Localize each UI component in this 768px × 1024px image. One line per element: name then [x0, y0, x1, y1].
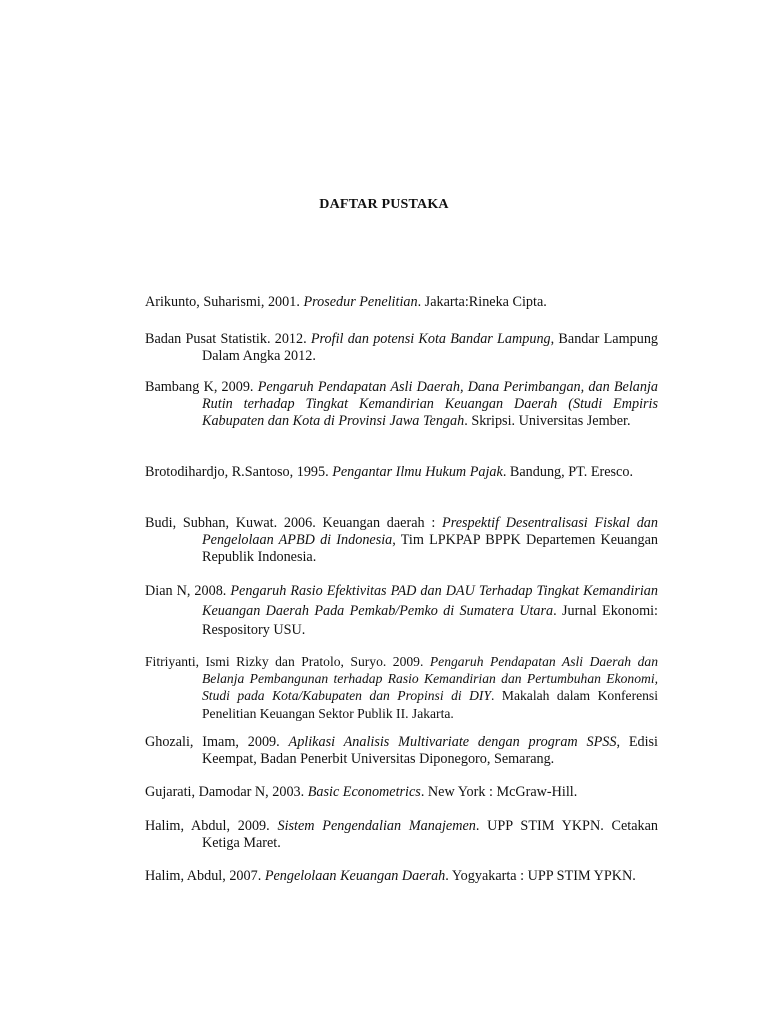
- reference-title-text: Pengelolaan Keuangan Daerah: [264, 868, 446, 884]
- reference-text: Badan Pusat Statistik. 2012.: [145, 331, 311, 347]
- reference-text: . Skripsi. Universitas Jember.: [464, 413, 631, 430]
- reference-text: Brotodihardjo, R.Santoso, 1995.: [145, 464, 333, 480]
- reference-text: . Jakarta:Rineka Cipta.: [417, 294, 547, 310]
- reference-title-text: Basic Econometrics: [307, 784, 421, 800]
- reference-text: Budi, Subhan, Kuwat. 2006. Keuangan daerah :: [145, 515, 443, 531]
- reference-title-text: Sistem Pengendalian Manajemen: [277, 818, 476, 834]
- reference-title-text: Prosedur Penelitian: [303, 294, 418, 310]
- reference-text: Bambang K, 2009.: [145, 379, 258, 395]
- reference-entry: [145, 868, 636, 885]
- reference-title-text: Pengaruh Rasio Efektivitas PAD dan DAU Terhadap Tingkat Kemandirian Keuangan Daerah Pada Pemkab/Pemko di Sumatera Utara: [202, 583, 658, 619]
- reference-entry: [145, 734, 658, 768]
- reference-text: . Bandung, PT. Eresco.: [502, 464, 633, 480]
- reference-text: Dian N, 2008.: [145, 583, 231, 599]
- reference-text: , Bandar Lampung Dalam Angka 2012.: [202, 331, 659, 365]
- reference-title-text: Prespektif Desentralisasi Fiskal dan Pengelolaan APBD di Indonesia: [202, 515, 658, 549]
- reference-entry: [145, 294, 547, 311]
- reference-title-text: Pengaruh Pendapatan Asli Daerah dan Belanja Pembangunan terhadap Rasio Kemandirian dan Pertumbuhan Ekonomi, Studi pada Kota/Kabupaten dan Propinsi di DIY: [202, 654, 658, 704]
- reference-entry: [145, 818, 658, 852]
- page-title: DAFTAR PUSTAKA: [319, 197, 449, 212]
- reference-text: , Edisi Keempat, Badan Penerbit Universitas Diponegoro, Semarang.: [202, 734, 658, 768]
- reference-text: Halim, Abdul, 2009.: [145, 818, 278, 834]
- reference-text: . Makalah dalam Konferensi Penelitian Keuangan Sektor Publik II. Jakarta.: [202, 688, 658, 721]
- reference-text: . Jurnal Ekonomi: Respository USU.: [202, 602, 658, 638]
- reference-entry: [145, 464, 633, 481]
- reference-entry: [145, 653, 658, 722]
- reference-text: Halim, Abdul, 2007.: [145, 868, 265, 884]
- reference-text: Arikunto, Suharismi, 2001.: [145, 294, 304, 310]
- reference-text: Ghozali, Imam, 2009.: [145, 734, 289, 750]
- reference-entry: [145, 515, 658, 567]
- reference-text: Fitriyanti, Ismi Rizky dan Pratolo, Suryo. 2009.: [145, 654, 430, 669]
- reference-title-text: Pengaruh Pendapatan Asli Daerah, Dana Perimbangan, dan Belanja Rutin terhadap Tingkat Kemandirian Keuangan Daerah (Studi Empiris Kabupaten dan Kota di Provinsi Jawa Tengah: [202, 379, 658, 430]
- reference-entry: [145, 582, 658, 641]
- reference-text: . New York : McGraw-Hill.: [420, 784, 578, 800]
- reference-text: Gujarati, Damodar N, 2003.: [145, 784, 308, 800]
- reference-text: . UPP STIM YKPN. Cetakan Ketiga Maret.: [202, 818, 658, 852]
- reference-title-text: Pengantar Ilmu Hukum Pajak: [332, 464, 503, 480]
- reference-text: , Tim LPKPAP BPPK Departemen Keuangan Republik Indonesia.: [202, 532, 658, 566]
- reference-entry: [145, 784, 577, 801]
- reference-title-text: Profil dan potensi Kota Bandar Lampung: [310, 331, 551, 347]
- reference-entry: [145, 331, 658, 365]
- reference-entry: [145, 379, 658, 431]
- reference-title-text: Aplikasi Analisis Multivariate dengan program SPSS: [288, 734, 617, 750]
- reference-text: . Yogyakarta : UPP STIM YPKN.: [445, 868, 636, 884]
